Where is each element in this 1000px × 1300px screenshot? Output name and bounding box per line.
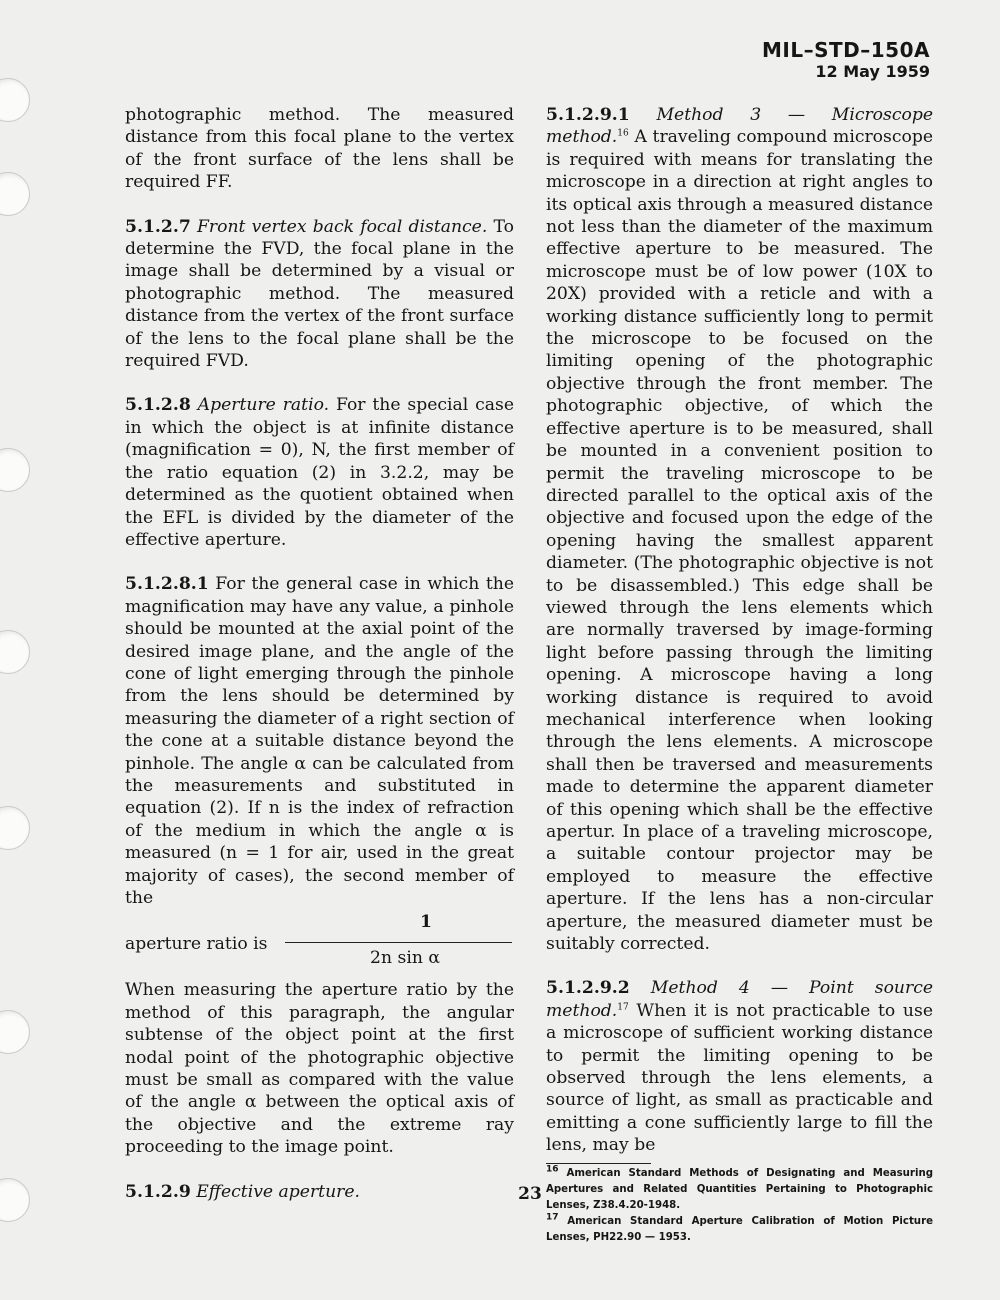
section-title: Front vertex back focal distance.	[197, 216, 488, 237]
footnote-ref: 17	[617, 1002, 629, 1013]
section-number: 5.1.2.8.1	[125, 574, 209, 595]
left-column	[125, 104, 514, 1203]
section-number: 5.1.2.7	[125, 216, 191, 237]
section-5-1-2-8	[125, 394, 514, 551]
paragraph-after-equation: When measuring the aperture ratio by the method of this paragraph, the angular subtense of the object point at the first nodal point of the photographic objective must be small as compared with the value of the angle α between the optical axis of the objective and the extreme ray proceeding to the image point.	[125, 980, 514, 1158]
footnotes	[546, 1166, 933, 1246]
section-title: Aperture ratio.	[197, 395, 330, 416]
right-column	[546, 104, 933, 1246]
section-number: 5.1.2.8	[125, 395, 191, 416]
binder-hole	[0, 806, 30, 850]
fraction-bar	[285, 942, 512, 943]
footnote-mark: 16	[546, 1164, 559, 1175]
section-text: For the general case in which the magnification may have any value, a pinhole should be mounted at the axial point of the desired image plane, and the angle of the cone of light emerging through the pinhole from the lens should be determined by measuring the diameter of a right section of the cone at a suitable distance beyond the pinhole. The angle α can be calculated from the measurements and substituted in equation (2). If n is the index of refraction of the medium in which the angle α is measured (n = 1 for air, used in the great majority of cases), the second member of the	[125, 574, 515, 908]
binder-hole	[0, 172, 30, 216]
section-title: Method 3 — Microscope method.	[546, 105, 933, 148]
footnote-separator	[546, 1163, 651, 1164]
section-5-1-2-8-1	[125, 573, 514, 909]
section-text: To determine the FVD, the focal plane in the image shall be determined by a visual or photographic method. The measured distance from the vertex of the front surface of the lens to the focal plane shall be the required FVD.	[125, 216, 514, 372]
equation-numerator: 1	[420, 912, 432, 933]
section-5-1-2-7	[125, 216, 514, 373]
footnote-ref: 16	[617, 128, 629, 139]
document-header	[762, 38, 930, 81]
section-title: Method 4 — Point source method.	[546, 978, 934, 1021]
section-number: 5.1.2.9.2	[546, 978, 630, 999]
standard-date: 12 May 1959	[815, 62, 930, 81]
binder-hole	[0, 1010, 30, 1054]
section-text: A traveling compound microscope is required with means for translating the microscope in a direction at right angles to its optical axis through a measured distance not less than the diameter of the maximum effective aperture to be measured. The microscope must be of low power (10X to 20X) provided with a reticle and with a working distance sufficiently long to permit the microscope to be focused on the limiting opening of the photographic objective through the front member. The photographic objective, of which the effective aperture is to be measured, shall be mounted in a convenient position to permit the traveling microscope to be directed parallel to the optical axis of the objective and focused upon the edge of the opening having the smallest apparent diameter. (The photographic objective is not to be disassembled.) This edge shall be viewed through the lens elements which are normally traversed by image-forming light before passing through the limiting opening. A microscope having a long working distance is required to avoid mechanical interference when looking through the lens elements. A microscope shall then be traversed and measurements made to determine the apparent diameter of this opening which shall be the effective apertur. In place of a traveling microscope, a suitable contour projector may be employed to measure the effective aperture. If the lens has a non-circular aperture, the measured diameter must be suitably corrected.	[546, 127, 933, 955]
section-text: When it is not practicable to use a microscope of sufficient working distance to permit the limiting opening to be observed through the lens elements, a source of light, as small as practicable and emitting a cone sufficiently large to fill the lens, may be	[546, 1000, 933, 1156]
section-number: 5.1.2.9.1	[546, 105, 630, 125]
binder-hole	[0, 448, 30, 492]
footnote-text: American Standard Aperture Calibration of Motion Picture Lenses, PH22.90 — 1953.	[546, 1215, 933, 1243]
footnote-mark: 17	[546, 1212, 559, 1223]
footnote-text: American Standard Methods of Designating and Measuring Apertures and Related Quantities Pertaining to Photographic Lenses, Z38.4.20-1948.	[546, 1167, 933, 1211]
section-title: Effective aperture.	[196, 1181, 361, 1202]
section-number: 5.1.2.9	[125, 1181, 191, 1202]
section-5-1-2-9-2	[546, 977, 933, 1156]
aperture-ratio-equation	[125, 913, 514, 977]
page-number: 23	[518, 1184, 542, 1204]
section-5-1-2-9-1	[546, 104, 933, 955]
footnote	[546, 1214, 933, 1246]
paragraph-continued: photographic method. The measured distance from this focal plane to the vertex of the front surface of the lens shall be required FF.	[125, 105, 514, 193]
binder-hole	[0, 630, 30, 674]
section-text: For the special case in which the object is at infinite distance (magnification = 0), N, the first member of the ratio equation (2) in 3.2.2, may be determined as the quotient obtained when the EFL is divided by the diameter of the effective aperture.	[125, 395, 514, 550]
equation-denominator: 2n sin α	[370, 948, 440, 969]
binder-hole	[0, 78, 30, 122]
standard-id: MIL–STD–150A	[762, 38, 930, 62]
equation-label: aperture ratio is	[125, 934, 268, 955]
